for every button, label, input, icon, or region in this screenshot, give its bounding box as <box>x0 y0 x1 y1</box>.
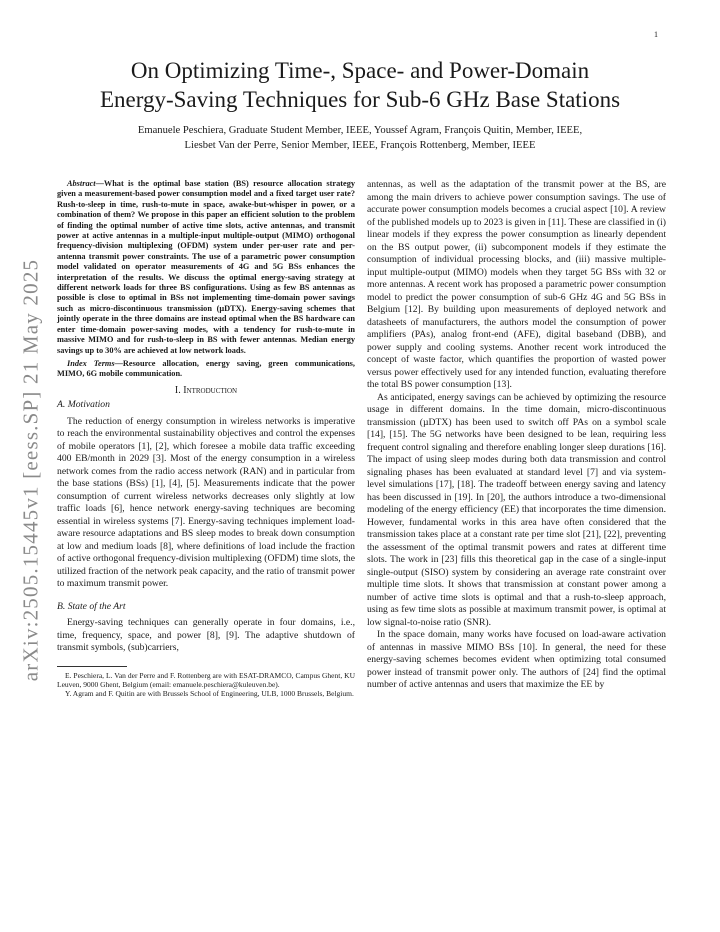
right-column <box>367 179 666 692</box>
index-terms-text: Resource allocation, energy saving, green communications, MIMO, 6G mobile communication. <box>57 358 355 379</box>
footnote-affiliation-2: Y. Agram and F. Quitin are with Brussels School of Engineering, ULB, 1000 Brussels, Belgium. <box>65 689 354 699</box>
footnote-affiliation-1: E. Peschiera, L. Van der Perre and F. Rottenberg are with ESAT-DRAMCO, Campus Ghent, KU Leuven, 9000 Ghent, Belgium (email: emanuele.peschiera@kuleuven.be). <box>57 670 355 689</box>
state-of-art-paragraph: Energy-saving techniques can generally operate in four domains, i.e., time, frequency, space, and power [8], [9]. The adaptive shutdown of transmit symbols, (sub)carriers, <box>57 617 355 654</box>
body-paragraph-3: In the space domain, many works have focused on load-aware activation of antennas in massive MIMO BSs [10]. In general, the need for these energy-saving schemes becomes evident when optimizing total consumed power instead of transmit power only. The authors of [24] find the optimal number of active antennas and users that maximize the EE by <box>367 629 666 690</box>
title-line-2: Energy-Saving Techniques for Sub-6 GHz Base Stations <box>99 87 621 112</box>
footnote-divider <box>57 666 127 667</box>
abstract-text: What is the optimal base station (BS) resource allocation strategy given a measurement-based power consumption model and a fixed target user rate? Rush-to-sleep in time, rush-to-mute in space, awake-but-whisper in power, or a combination of them? We propose in this paper an efficient solution to the problem of finding the optimal number of active time slots, active antennas, and transmit power at active antennas in a multiple-input multiple-output (MIMO) orthogonal frequency-division multiplexing (OFDM) system under per-user rate and per-antenna transmit power constraints. The use of a parametric power consumption model validated on operator measurements of 4G and 5G BSs enhances the interpretation of the results. We discuss the optimal energy-saving strategy at different network loads for three BS configurations. Using as few BS antennas as possible is close to optimal in BSs not implementing time-domain power savings such as micro-discontinuous transmission (µDTX). Energy-saving schemes that jointly operate in the three domains are instead optimal when the BS hardware can enter time-domain power-saving modes, with a tendency for rush-to-mute in massive MIMO and for rush-to-sleep in BS with fewer antennas. Median energy savings up to 30% are achieved at low network loads. <box>57 179 355 355</box>
authors-line-2: Liesbet Van der Perre, Senior Member, IEEE, François Rottenberg, Member, IEEE <box>184 140 536 151</box>
paper-title <box>60 56 660 114</box>
page-number: 1 <box>654 30 658 39</box>
body-paragraph-1: antennas, as well as the adaptation of the transmit power at the BS, are among the main drivers to achieve power consumption savings. The use of accurate power consumption models becomes a crucial aspect [10]. A review of the published models up to 2023 is given in [11]. These are classified in (i) linear models if they express the power consumption as linearly dependent on the BS output power, (ii) subcomponent models if they estimate the consumption of individual processing blocks, and (iii) massive multiple-input multiple-output (MIMO) models when they target 5G BSs with 32 or more antennas. A recent work has proposed a parametric power consumption model to predict the power consumption of sub-6 GHz 4G and 5G BSs in Belgium [12]. By building upon measurements of deployed network and datasheets of manufacturers, the authors model the consumption of power amplifiers (PAs), analog front-end (AFE), digital baseband (DBB), and power supply and cooling systems. Another recent work introduced the concept of waste factor, which quantifies the proportion of wasted power versus power effectively used for any intended function, evaluating therefore the total BS power consumption [13]. <box>367 179 666 390</box>
arxiv-id: arXiv:2505.15445v1 [eess.SP] 21 May 2025 <box>18 258 43 682</box>
body-paragraph-2: As anticipated, energy savings can be achieved by optimizing the resource usage in different domains. In the time domain, micro-discontinuous transmission (µDTX) has been used to switch off PAs on a symbol scale [14], [15]. The 5G networks have been designed to be lean, requiring less frequent control signaling and therefore enabling longer sleep durations [16]. The impact of using sleep modes during both data transmission and control signaling phases has been evaluated at standard level [7] and via system-level simulations [17], [18]. The tradeoff between energy saving and latency has been discussed in [19]. In [20], the authors introduce a two-dimensional modeling of the energy efficiency (EE) that incorporates the time dimension. However, fundamental works in this area have often considered that the transmission takes place at a constant rate per time slot [21], [22], preventing the assessment of the optimal transmit powers and rates at different time slots. The work in [23] fills this theoretical gap in the case of a single-input single-output (SISO) system by considering an average rate constraint over multiple time slots. It shows that transmission at constant power among a number of active time slots is optimal and that a rush-to-sleep approach, using as few time slots as possible at maximum transmit power, is optimal at low signal-to-noise ratio (SNR). <box>367 391 666 628</box>
authors-line-1: Emanuele Peschiera, Graduate Student Member, IEEE, Youssef Agram, François Quitin, Member, IEEE, <box>137 125 583 136</box>
title-line-1: On Optimizing Time-, Space- and Power-Domain <box>130 58 590 83</box>
author-list <box>60 123 660 153</box>
index-terms-label: Index Terms— <box>67 358 123 368</box>
abstract <box>57 179 355 356</box>
subsection-heading-state-of-the-art: B. State of the Art <box>57 600 126 612</box>
subsection-heading-motivation: A. Motivation <box>57 399 110 411</box>
section-heading-introduction: I. Introduction <box>174 384 238 396</box>
index-terms <box>57 359 355 380</box>
left-column <box>57 179 355 698</box>
arxiv-stamp <box>14 260 48 680</box>
abstract-label: Abstract— <box>67 179 104 188</box>
motivation-paragraph: The reduction of energy consumption in wireless networks is imperative to reach the environmental sustainability objectives and control the expenses of mobile operators [1], [2], which foresee a mobile data traffic exceeding 400 EB/month in 2029 [3]. Most of the energy consumption in a wireless network comes from the radio access network (RAN) and in particular from the base stations (BSs) [1], [4], [5]. Measurements indicate that the power consumption of current wireless networks decreases only slightly at low traffic loads [6], hence network energy-saving techniques are becoming essential in wireless systems [7]. Energy-saving techniques implement load-aware resource adaptations and BS sleep modes to break down consumption at low and medium loads [8], where definitions of load include the fraction of active orthogonal frequency-division multiplexing (OFDM) time slots, the utilized fraction of the network peak capacity, and the ratio of transmit power to maximum transmit power. <box>57 415 355 590</box>
